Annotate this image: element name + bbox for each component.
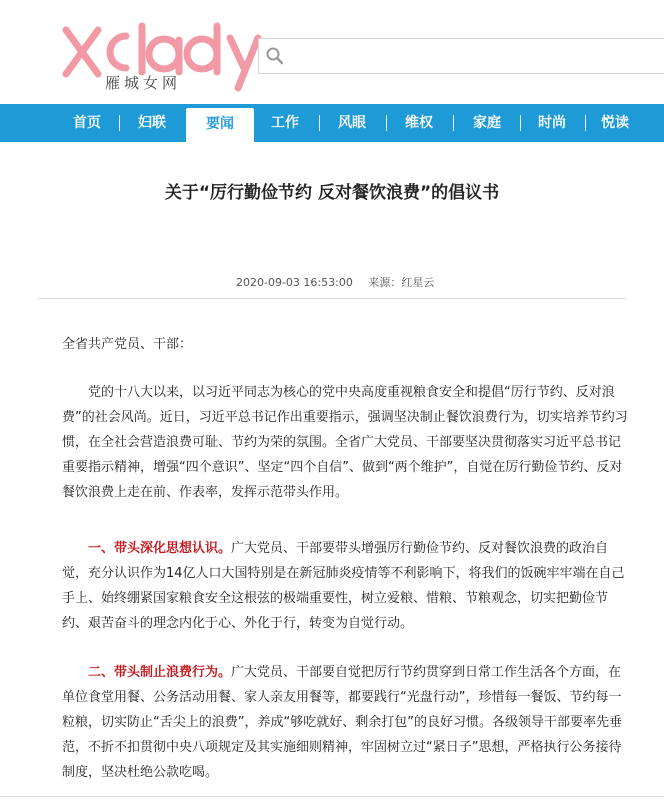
nav-separator [319, 115, 320, 131]
search-icon[interactable] [265, 46, 285, 66]
paragraph-1-text: 广大党员、干部要带头增强厉行勤俭节约、反对餐饮浪费的政治自觉，充分认识作为14亿人口大国特别是在新冠肺炎疫情等不利影响下，将我们的饭碗牢牢端在自己手上、始终绷紧国家粮食安全这根弦的极端重要性，树立爱粮、惜粮、节粮观念，切实把勤俭节约、艰苦奋斗的理念内化于心、外化于行，转变为自觉行动。 [62, 541, 625, 631]
paragraph-1-heading: 一、带头深化思想认识。 [88, 541, 232, 556]
nav-item-8[interactable]: 时尚 [538, 115, 566, 131]
nav-item-1[interactable]: 首页 [73, 115, 101, 131]
nav-item-3[interactable]: 要闻 [186, 108, 254, 142]
publish-datetime: 2020-09-03 16:53:00 [236, 276, 353, 289]
nav-item-4[interactable]: 工作 [271, 115, 299, 131]
meta-divider [38, 298, 626, 299]
nav-item-9[interactable]: 悦读 [601, 115, 629, 131]
search-input[interactable] [291, 45, 655, 69]
paragraph-2-heading: 二、带头制止浪费行为。 [88, 665, 232, 680]
nav-item-2[interactable]: 妇联 [138, 115, 166, 131]
main-nav [0, 104, 664, 142]
nav-item-7[interactable]: 家庭 [473, 115, 501, 131]
nav-item-6[interactable]: 维权 [405, 115, 433, 131]
nav-separator [386, 115, 387, 131]
article-title: 关于“厉行勤俭节约 反对餐饮浪费”的倡议书 [164, 183, 500, 203]
article-meta [236, 274, 446, 290]
nav-separator [520, 115, 521, 131]
article-source: 来源：红星云 [368, 276, 435, 289]
greeting: 全省共产党员、干部： [62, 337, 193, 352]
paragraph-intro [62, 380, 628, 505]
nav-separator [119, 115, 120, 131]
paragraph-intro-text: 党的十八大以来，以习近平同志为核心的党中央高度重视粮食安全和提倡“厉行节约、反对浪费”的社会风尚。近日，习近平总书记作出重要指示，强调坚决制止餐饮浪费行为，切实培养节约习惯，在全社会营造浪费可耻、节约为荣的氛围。全省广大党员、干部要坚决贯彻落实习近平总书记重要指示精神，增强“四个意识”、坚定“四个自信”、做到“两个维护”，自觉在厉行勤俭节约、反对餐饮浪费上走在前、作表率，发挥示范带头作用。 [62, 385, 628, 500]
paragraph-2 [62, 660, 628, 785]
paragraph-2-text: 广大党员、干部要自觉把厉行节约贯穿到日常工作生活各个方面，在单位食堂用餐、公务活动用餐、家人亲友用餐等，都要践行“光盘行动”，珍惜每一餐饭、节约每一粒粮，切实防止“舌尖上的浪费”，养成“够吃就好、剩余打包”的良好习惯。各级领导干部要率先垂范，不折不扣贯彻中央八项规定及其实施细则精神，牢固树立过“紧日子”思想，严格执行公务接待制度，坚决杜绝公款吃喝。 [62, 665, 622, 780]
nav-item-5[interactable]: 风眼 [338, 115, 366, 131]
paragraph-1 [62, 536, 628, 636]
logo-caption: 雁城女网 [105, 74, 182, 92]
nav-separator [453, 115, 454, 131]
nav-separator [585, 115, 586, 131]
page-bottom-border [0, 796, 664, 797]
site-header [0, 0, 664, 104]
search-box[interactable] [258, 38, 664, 74]
